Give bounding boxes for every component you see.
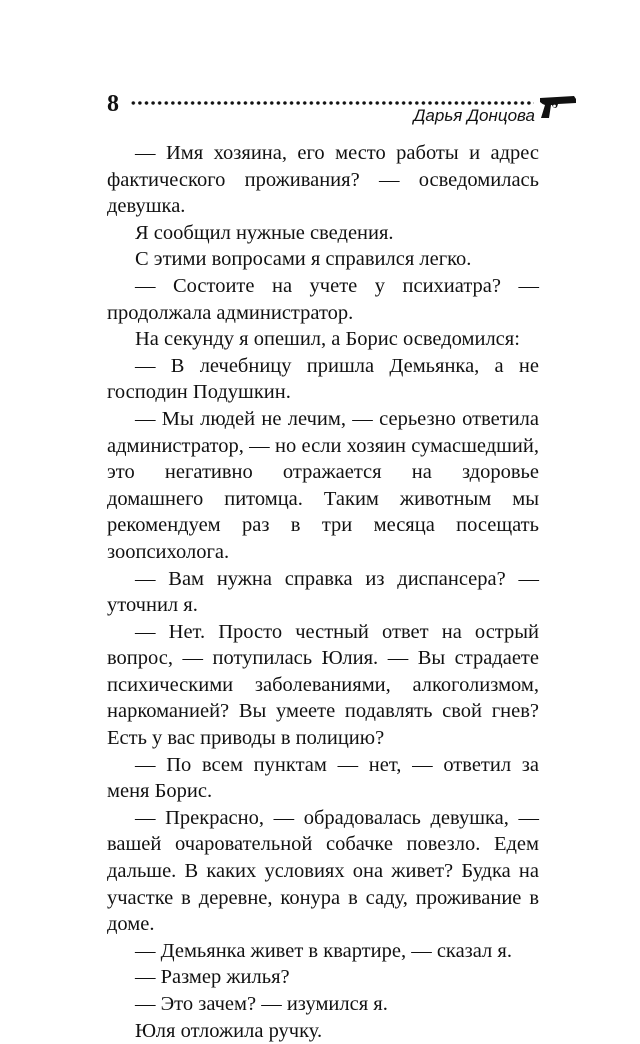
pistol-icon <box>538 94 578 120</box>
paragraph: — Размер жилья? <box>135 966 290 989</box>
paragraph: — По всем пунктам — нет, — ответил за меня Борис. <box>107 753 539 803</box>
paragraph: Я сообщил нужные сведения. <box>135 221 394 244</box>
paragraph: — Состоите на учете у психиатра? — продолжала администратор. <box>107 274 539 324</box>
paragraph: Юля отложила ручку. <box>135 1019 323 1042</box>
paragraph: С этими вопросами я справился легко. <box>135 248 472 271</box>
paragraph: — Демьянка живет в квартире, — сказал я. <box>135 939 512 962</box>
page-number: 8 <box>107 91 119 117</box>
page-header <box>0 0 640 130</box>
paragraph: — Вам нужна справка из диспансера? — уточнил я. <box>107 567 539 617</box>
paragraph: — Это зачем? — изумился я. <box>135 993 388 1015</box>
paragraph: — Имя хозяина, его место работы и адрес фактического проживания? — осведомилась девушка. <box>107 142 539 218</box>
paragraph: — Прекрасно, — обрадовалась девушка, — вашей очаровательной собачке повезло. Едем дальше. В каких условиях она живет? Будка на участке в деревне, конура в саду, проживание в доме. <box>107 806 539 936</box>
paragraph: — В лечебницу пришла Демьянка, а не господин Подушкин. <box>107 354 539 404</box>
body-text <box>107 140 539 1044</box>
paragraph: — Мы людей не лечим, — серьезно ответила администратор, — но если хозяин сумасшедший, это негативно отражается на здоровье домашнего питомца. Таким животным мы рекомендуем раз в три месяца посещать зоопсихолога. <box>107 407 539 563</box>
running-head-author: Дарья Донцова <box>413 106 535 125</box>
paragraph: — Нет. Просто честный ответ на острый вопрос, — потупилась Юлия. — Вы страдаете психическими заболеваниями, алкоголизмом, наркоманией? Вы умеете подавлять свой гнев? Есть у вас приводы в полицию? <box>107 620 539 750</box>
paragraph: На секунду я опешил, а Борис осведомился: <box>135 328 520 351</box>
